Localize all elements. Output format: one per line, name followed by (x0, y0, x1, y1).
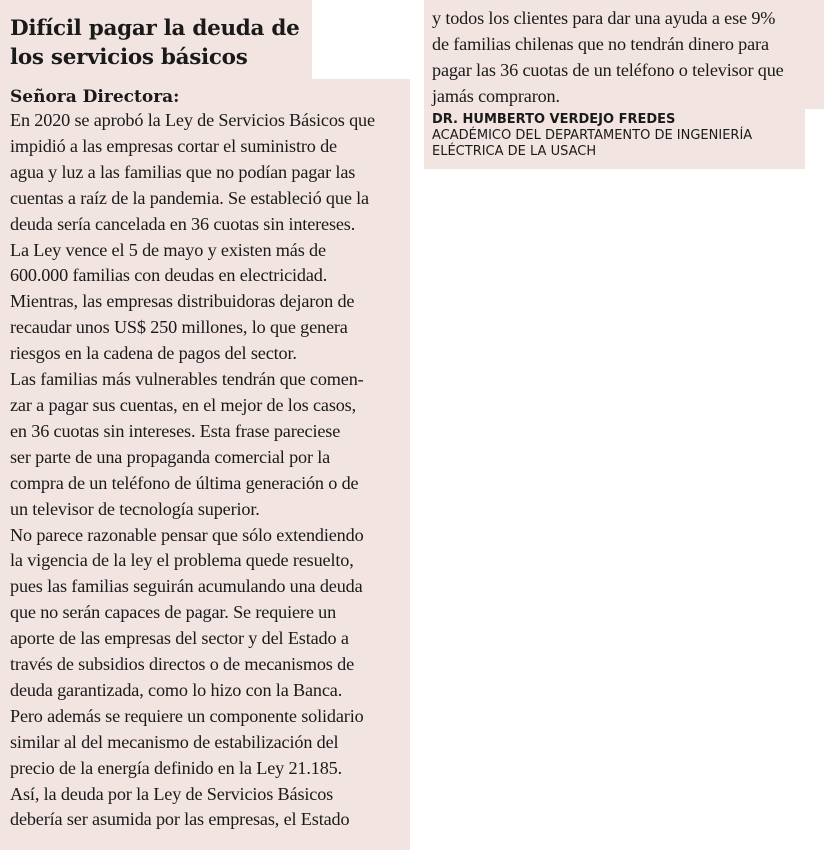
body-line: No parece razonable pensar que sólo extendiendo (10, 524, 364, 545)
headline (10, 14, 299, 72)
affiliation-line: ELÉCTRICA DE LA USACH (432, 144, 597, 159)
body-line: y todos los clientes para dar una ayuda a ese 9% (432, 8, 776, 28)
body-line: Así, la deuda por la Ley de Servicios Básicos (10, 783, 334, 804)
headline-line-2: los servicios básicos (10, 45, 248, 70)
body-line: Mientras, las empresas distribuidoras dejaron de (10, 291, 355, 312)
body-line: zar a pagar sus cuentas, en el mejor de los casos, (10, 394, 357, 415)
body-line: cuentas a raíz de la pandemia. Se estableció que la (10, 187, 369, 208)
body-line: deuda sería cancelada en 36 cuotas sin intereses. (10, 213, 356, 234)
affiliation-line: ACADÉMICO DEL DEPARTAMENTO DE INGENIERÍA (432, 128, 753, 143)
body-line: que no serán capaces de pagar. Se requiere un (10, 602, 337, 623)
body-line: través de subsidios directos o de mecanismos de (10, 654, 354, 675)
body-line: precio de la energía definido en la Ley 21.185. (10, 757, 342, 778)
body-line: pagar las 36 cuotas de un teléfono o televisor que (432, 59, 784, 80)
author-name: DR. HUMBERTO VERDEJO FREDES (432, 112, 676, 127)
body-line: debería ser asumida por las empresas, el Estado (10, 809, 350, 830)
body-line: compra de un teléfono de última generación o de (10, 472, 359, 493)
signature-block (424, 109, 805, 169)
salutation: Señora Directora: (10, 87, 180, 107)
letter-left-column (0, 79, 410, 850)
body-line: de familias chilenas que no tendrán dinero para (432, 33, 769, 54)
body-line: la vigencia de la ley el problema quede resuelto, (10, 550, 354, 571)
body-line: agua y luz a las familias que no podían pagar las (10, 161, 356, 182)
body-line: recaudar unos US$ 250 millones, lo que genera (10, 317, 348, 338)
body-line: riesgos en la cadena de pagos del sector. (10, 343, 297, 364)
headline-line-1: Difícil pagar la deuda de (10, 16, 300, 41)
letter-right-column (424, 0, 824, 109)
headline-box (0, 0, 312, 79)
body-line: deuda garantizada, como lo hizo con la Banca. (10, 679, 343, 700)
body-line: similar al del mecanismo de estabilización del (10, 731, 339, 752)
body-line: La Ley vence el 5 de mayo y existen más de (10, 239, 326, 260)
author-affiliation (432, 128, 752, 160)
body-line: impidió a las empresas cortar el suministro de (10, 135, 337, 156)
body-line: aporte de las empresas del sector y del Estado a (10, 628, 349, 649)
body-line: 600.000 familias con deudas en electricidad. (10, 265, 328, 286)
body-line: un televisor de tecnología superior. (10, 498, 260, 519)
body-line: Pero además se requiere un componente solidario (10, 705, 364, 726)
body-line: pues las familias seguirán acumulando una deuda (10, 576, 363, 597)
body-line: En 2020 se aprobó la Ley de Servicios Básicos que (10, 110, 375, 130)
letter-body-left (10, 108, 375, 833)
body-line: ser parte de una propaganda comercial por la (10, 446, 331, 467)
body-line: Las familias más vulnerables tendrán que comen- (10, 369, 364, 390)
body-line: en 36 cuotas sin intereses. Esta frase pareciese (10, 420, 341, 441)
body-line: jamás compraron. (432, 85, 560, 106)
letter-body-right (432, 6, 784, 110)
